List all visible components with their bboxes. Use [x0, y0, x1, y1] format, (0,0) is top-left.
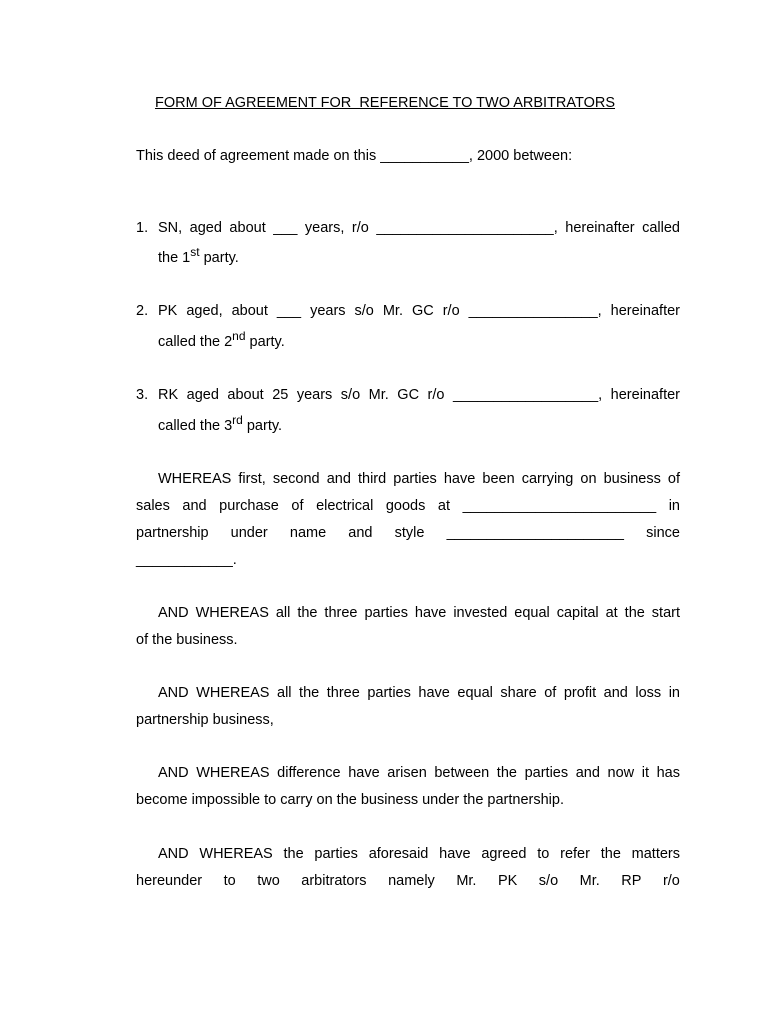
paragraph-word: Mr.	[579, 873, 600, 889]
item-text: party.	[199, 250, 239, 266]
paragraph-word: RP	[621, 873, 642, 889]
item-text: called the 3	[158, 418, 233, 434]
paragraph-word: since	[646, 525, 680, 541]
paragraph-line-1: AND WHEREAS all the three parties have invested equal capital at the start	[158, 605, 680, 621]
paragraph-word: PK	[497, 873, 518, 889]
item-line-1: RK aged about 25 years s/o Mr. GC r/o __________________, hereinafter	[158, 387, 680, 403]
item-line-1: PK aged, about ___ years s/o Mr. GC r/o ________________, hereinafter	[158, 303, 680, 319]
item-number: 2.	[136, 303, 149, 319]
item-number: 1.	[136, 220, 149, 236]
paragraph-line-2: become impossible to carry on the business under the partnership.	[136, 792, 564, 808]
paragraph-word: style	[394, 525, 425, 541]
document-title: FORM OF AGREEMENT FOR REFERENCE TO TWO ARBITRATORS	[154, 95, 616, 111]
paragraph-line-2	[136, 871, 680, 891]
ordinal-suffix: st	[190, 245, 200, 259]
item-line-2	[158, 329, 285, 352]
paragraph-word: name	[289, 525, 327, 541]
paragraph-line-1: AND WHEREAS the parties aforesaid have agreed to refer the matters	[158, 846, 680, 862]
item-text: the 1	[158, 250, 191, 266]
paragraph-line-4: ____________.	[136, 552, 237, 568]
item-line-2	[158, 413, 283, 436]
item-text: party.	[245, 334, 285, 350]
paragraph-line-2: of the business.	[136, 632, 238, 648]
paragraph-word: Mr.	[456, 873, 477, 889]
intro-line: This deed of agreement made on this ___________, 2000 between:	[136, 148, 573, 164]
item-line-1: SN, aged about ___ years, r/o ______________________, hereinafter called	[158, 220, 680, 236]
paragraph-line-1: WHEREAS first, second and third parties have been carrying on business of	[158, 471, 680, 487]
paragraph-line-1: AND WHEREAS difference have arisen between the parties and now it has	[158, 765, 680, 781]
paragraph-line-3	[136, 523, 680, 543]
item-line-2	[158, 245, 239, 268]
item-text: party.	[242, 418, 283, 434]
paragraph-word: s/o	[538, 873, 559, 889]
paragraph-word: two	[257, 873, 280, 889]
paragraph-word: namely	[388, 873, 435, 889]
paragraph-word: to	[223, 873, 236, 889]
paragraph-line-1: AND WHEREAS all the three parties have equal share of profit and loss in	[158, 685, 680, 701]
ordinal-suffix: nd	[232, 329, 246, 343]
paragraph-word: ______________________	[446, 525, 624, 541]
paragraph-word: r/o	[662, 873, 680, 889]
paragraph-line-2: sales and purchase of electrical goods at ________________________ in	[136, 498, 680, 514]
paragraph-word: arbitrators	[301, 873, 367, 889]
paragraph-word: partnership	[136, 525, 209, 541]
item-number: 3.	[136, 387, 149, 403]
paragraph-line-2: partnership business,	[136, 712, 274, 728]
ordinal-suffix: rd	[232, 413, 243, 427]
item-text: called the 2	[158, 334, 233, 350]
paragraph-word: and	[348, 525, 373, 541]
paragraph-word: hereunder	[136, 873, 203, 889]
paragraph-word: under	[230, 525, 268, 541]
